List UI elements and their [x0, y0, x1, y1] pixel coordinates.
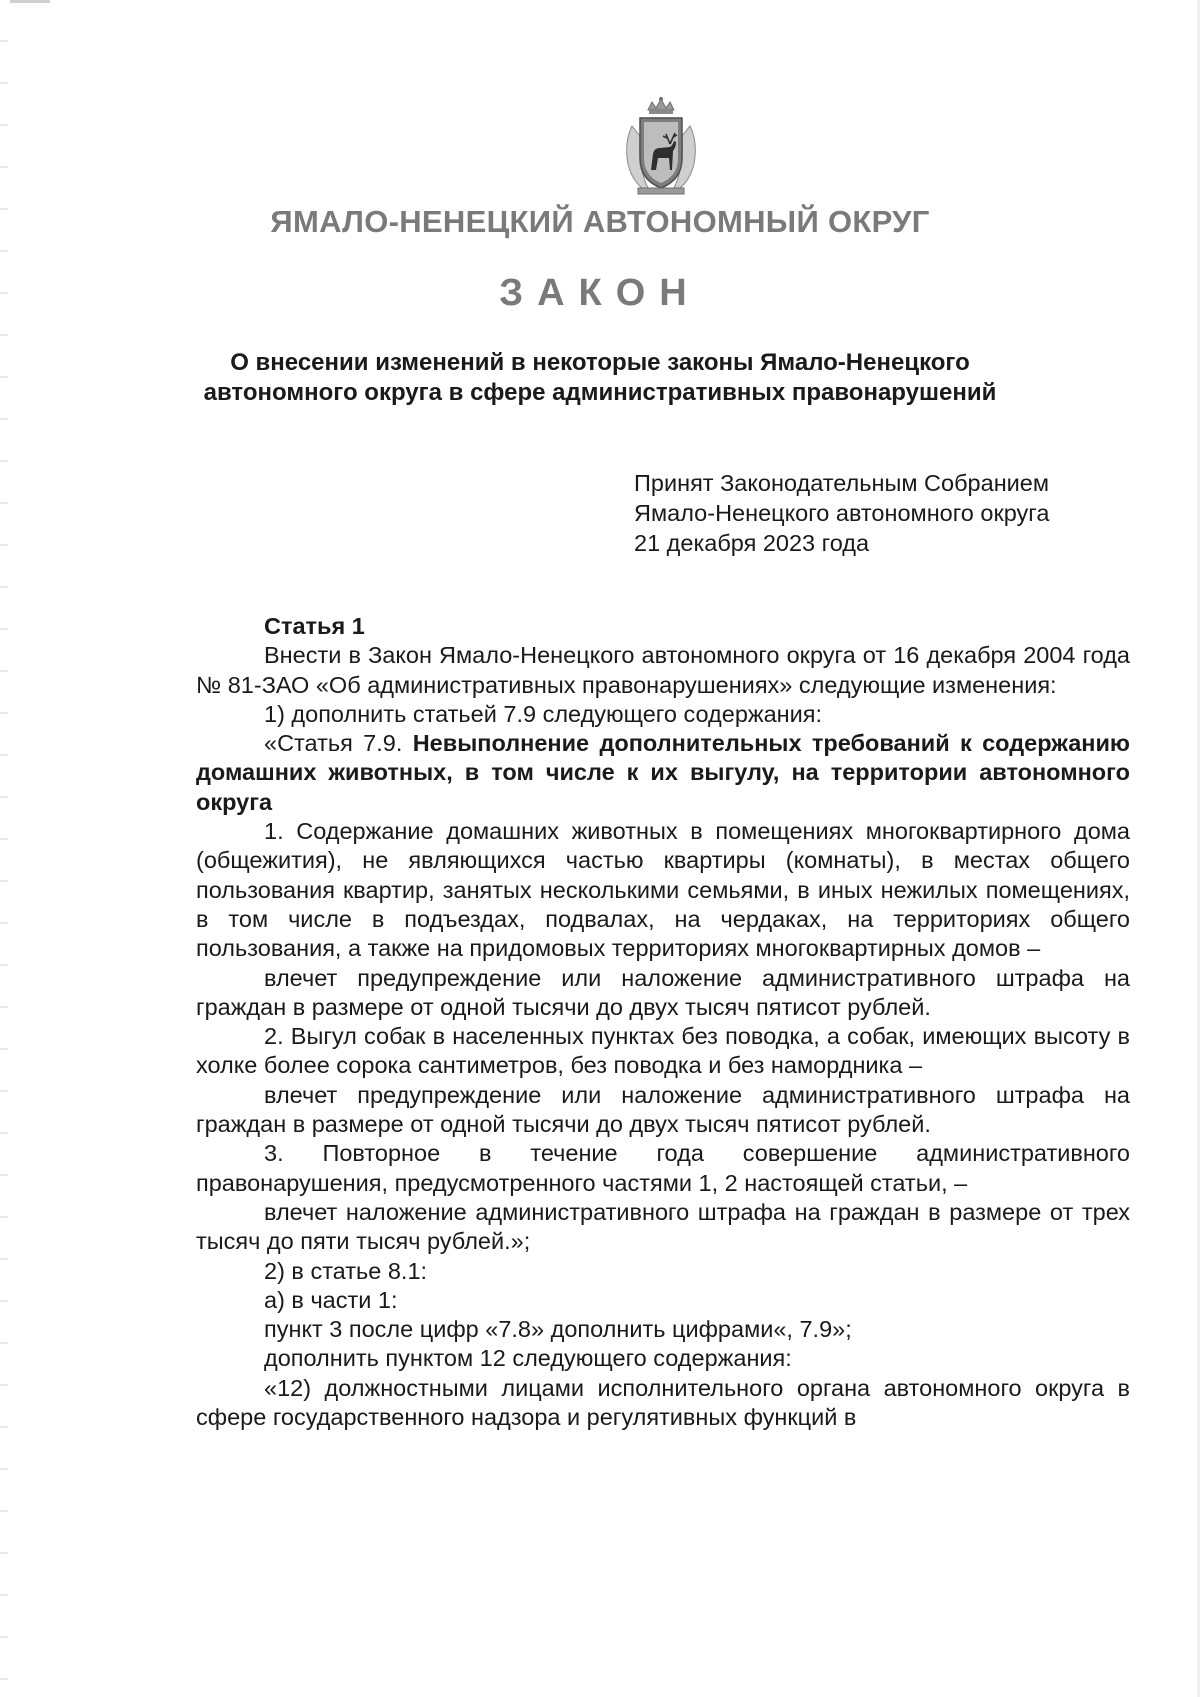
coat-of-arms-icon	[618, 96, 704, 196]
document-type: ЗАКОН	[499, 272, 701, 314]
paragraph: влечет предупреждение или наложение административного штрафа на граждан в размере от одной тысячи до двух тысяч пятисот рублей.	[196, 1081, 1130, 1138]
adoption-info	[634, 468, 1154, 558]
adoption-line: Принят Законодательным Собранием	[634, 470, 1050, 496]
paragraph: пункт 3 после цифр «7.8» дополнить цифрами«, 7.9»;	[264, 1316, 852, 1343]
law-title-line: О внесении изменений в некоторые законы Ямало-Ненецкого	[230, 349, 970, 376]
adoption-date: 21 декабря 2023 года	[634, 530, 870, 556]
paragraph: 1) дополнить статьей 7.9 следующего содержания:	[264, 700, 823, 727]
article-body	[196, 612, 1130, 1432]
paragraph: 3. Повторное в течение года совершение административного правонарушения, предусмотренного частями 1, 2 настоящей статьи, –	[196, 1140, 1130, 1196]
scan-corner-mark	[10, 0, 50, 3]
article-heading: Статья 1	[264, 613, 365, 639]
paragraph: Внести в Закон Ямало-Ненецкого автономного округа от 16 декабря 2004 года № 81-ЗАО «Об административных правонарушениях» следующие изменения:	[196, 642, 1130, 698]
paragraph: влечет предупреждение или наложение административного штрафа на граждан в размере от одной тысячи до двух тысяч пятисот рублей.	[196, 964, 1130, 1020]
paragraph: а) в части 1:	[264, 1286, 398, 1313]
paragraph: 1. Содержание домашних животных в помещениях многоквартирного дома (общежития), не являющихся частью квартиры (комнаты), в местах общего пользования квартир, занятых несколькими семьями, в иных нежилых помещениях, в том числе в подъездах, подвалах, на чердаках, на территориях общего пользования, а также на придомовых территориях многоквартирных домов –	[196, 818, 1130, 962]
paragraph: влечет наложение административного штрафа на граждан в размере от трех тысяч до пяти тысяч рублей.»;	[196, 1198, 1130, 1255]
paragraph: дополнить пунктом 12 следующего содержания:	[264, 1345, 792, 1372]
quoted-article-heading	[196, 729, 1130, 817]
law-title-line: автономного округа в сфере административных правонарушений	[203, 379, 997, 406]
region-title: ЯМАЛО-НЕНЕЦКИЙ АВТОНОМНЫЙ ОКРУГ	[270, 204, 930, 239]
paragraph: 2) в статье 8.1:	[264, 1257, 428, 1284]
quoted-article-number: «Статья 7.9.	[264, 730, 403, 757]
adoption-line: Ямало-Ненецкого автономного округа	[634, 500, 1050, 526]
scan-edge-left	[0, 0, 8, 1697]
paragraph: «12) должностными лицами исполнительного органа автономного округа в сфере государственного надзора и регулятивных функций в	[196, 1374, 1130, 1431]
paragraph: 2. Выгул собак в населенных пунктах без поводка, а собак, имеющих высоту в холке более сорока сантиметров, без поводка и без намордника –	[196, 1023, 1130, 1079]
quoted-article-title: Невыполнение дополнительных требований к содержанию домашних животных, в том числе к их выгулу, на территории автономного округа	[196, 730, 1130, 815]
law-title	[150, 348, 1050, 408]
